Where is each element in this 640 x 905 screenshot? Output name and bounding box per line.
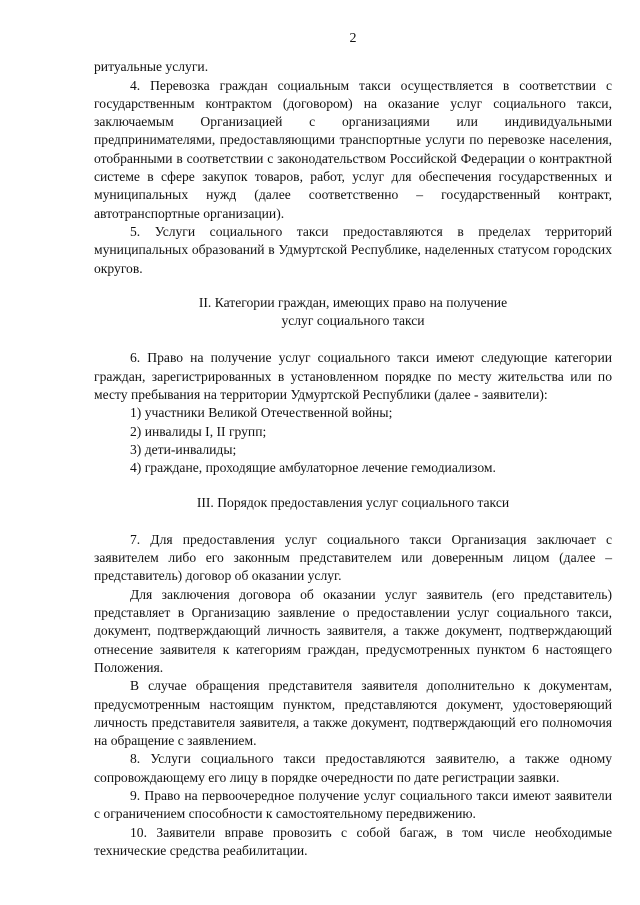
paragraph-6: 6. Право на получение услуг социального такси имеют следующие категории граждан, зарегистрированных в установленном порядке по месту жительства или по месту пребывания на территории Удмуртской Республики (далее - заявители):	[94, 350, 612, 403]
list-item-3: 3) дети-инвалиды;	[130, 441, 237, 457]
list-item-2: 2) инвалиды I, II групп;	[130, 423, 267, 439]
document-page	[94, 30, 612, 860]
section-3-heading	[94, 494, 612, 512]
paragraph-5: 5. Услуги социального такси предоставляются в пределах территорий муниципальных образований в Удмуртской Республике, наделенных статусом городских округов.	[94, 223, 612, 276]
paragraph-4: 4. Перевозка граждан социальным такси осуществляется в соответствии с государственным контрактом (договором) на оказание услуг социального такси, заключаемым Организацией с организациями или индивидуальными предпринимателями, предоставляющими транспортные услуги по перевозке населения, отобранными в соответствии с законодательством Российской Федерации о контрактной системе в сфере закупок товаров, работ, услуг для обеспечения государственных и муниципальных нужд (далее соответственно – государственный контракт, автотранспортные организации).	[94, 77, 612, 221]
paragraph-10: 10. Заявители вправе провозить с собой багаж, в том числе необходимые технические средства реабилитации.	[94, 824, 612, 858]
paragraph-7-documents: Для заключения договора об оказании услуг заявитель (его представитель) представляет в Организацию заявление о предоставлении услуг социального такси, документ, подтверждающий личность заявителя, а также документ, подтверждающий отнесение заявителя к категориям граждан, предусмотренных пунктом 6 настоящего Положения.	[94, 586, 612, 675]
paragraph-7-representative: В случае обращения представителя заявителя дополнительно к документам, предусмотренным настоящим пунктом, представляются документ, удостоверяющий личность представителя заявителя, а также документ, подтверждающий его полномочия на обращение с заявлением.	[94, 678, 612, 749]
section-2-heading-line-1: II. Категории граждан, имеющих право на получение	[198, 294, 508, 310]
paragraph-7: 7. Для предоставления услуг социального такси Организация заключает с заявителем либо его законным представителем или доверенным лицом (далее – представитель) договор об оказании услуг.	[94, 531, 612, 584]
section-3-heading-line: III. Порядок предоставления услуг социального такси	[196, 494, 510, 510]
list-item-1: 1) участники Великой Отечественной войны;	[130, 405, 393, 421]
page-number: 2	[349, 31, 357, 46]
paragraph-9: 9. Право на первоочередное получение услуг социального такси имеют заявители с ограничением способности к самостоятельному передвижению.	[94, 787, 612, 822]
list-item-4: 4) граждане, проходящие амбулаторное лечение гемодиализом.	[130, 460, 496, 476]
paragraph-8: 8. Услуги социального такси предоставляются заявителю, а также одному сопровождающему его лицу в порядке очередности по дате регистрации заявки.	[94, 751, 612, 785]
section-2-heading-line-2: услуг социального такси	[281, 313, 425, 329]
paragraph-continuation: ритуальные услуги.	[94, 59, 209, 75]
section-2-heading	[94, 294, 612, 331]
